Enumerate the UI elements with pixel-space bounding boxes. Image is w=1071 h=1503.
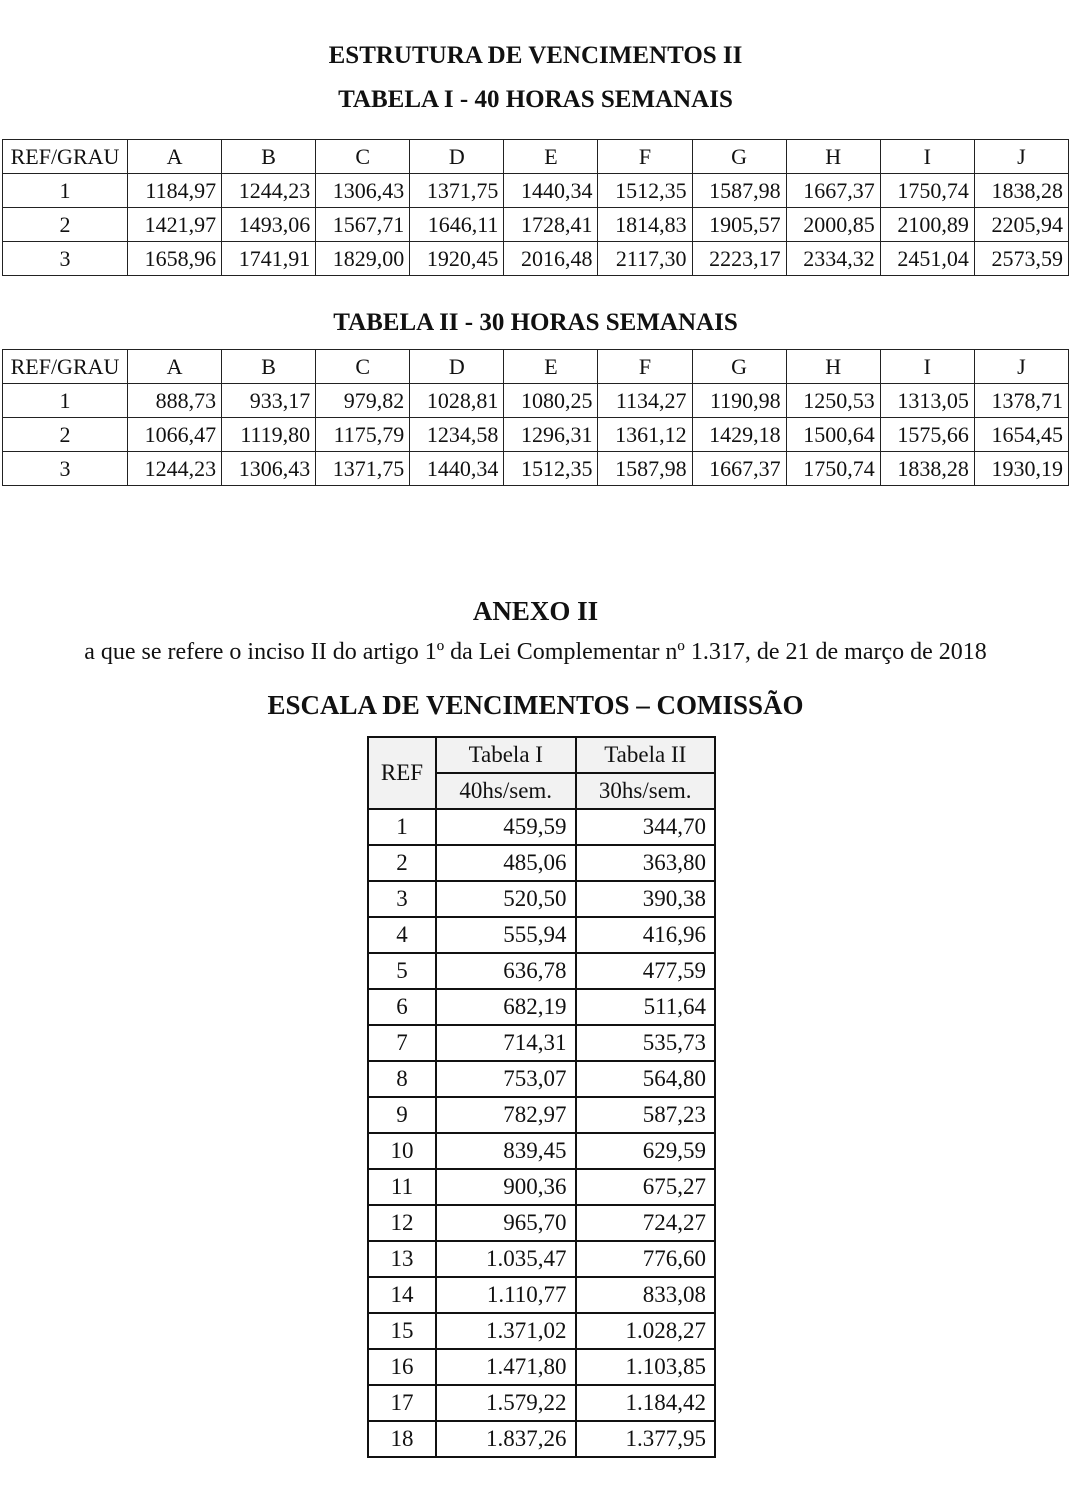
comissao-header — [368, 737, 715, 809]
tabela-2-value: 587,23 — [576, 1097, 716, 1133]
table-row — [368, 1313, 715, 1349]
value-cell: 1575,66 — [880, 418, 974, 452]
value-cell: 1190,98 — [692, 384, 786, 418]
tabela-1-value: 753,07 — [436, 1061, 576, 1097]
comissao-col2-header: Tabela II — [576, 737, 716, 773]
tabela-2-value: 416,96 — [576, 917, 716, 953]
value-cell: 1244,23 — [222, 174, 316, 208]
ref-cell: 10 — [368, 1133, 436, 1169]
estrutura-title: ESTRUTURA DE VENCIMENTOS II — [328, 42, 743, 69]
table-row — [3, 208, 1069, 242]
tabela-1-body — [3, 140, 1069, 276]
header-cell: F — [598, 350, 692, 384]
tabela-1-value: 900,36 — [436, 1169, 576, 1205]
value-cell: 1440,34 — [504, 174, 598, 208]
tabela-1-value: 1.579,22 — [436, 1385, 576, 1421]
tabela-2-value: 833,08 — [576, 1277, 716, 1313]
escala-title: ESCALA DE VENCIMENTOS – COMISSÃO — [267, 690, 804, 720]
value-cell: 1500,64 — [786, 418, 880, 452]
header-cell: G — [692, 350, 786, 384]
value-cell: 2573,59 — [974, 242, 1068, 276]
table-row — [368, 809, 715, 845]
anexo-reference: a que se refere o inciso II do artigo 1º da Lei Complementar nº 1.317, de 21 de março de 2018 — [84, 639, 987, 665]
value-cell: 1750,74 — [880, 174, 974, 208]
tabela-1-value: 1.035,47 — [436, 1241, 576, 1277]
ref-cell: 4 — [368, 917, 436, 953]
value-cell: 1378,71 — [974, 384, 1068, 418]
value-cell: 1371,75 — [410, 174, 504, 208]
header-cell: I — [880, 140, 974, 174]
table-row — [3, 452, 1069, 486]
tabela-1-value: 520,50 — [436, 881, 576, 917]
ref-cell: 2 — [3, 208, 128, 242]
header-cell: A — [128, 140, 222, 174]
table-row — [368, 953, 715, 989]
header-cell: A — [128, 350, 222, 384]
value-cell: 1814,83 — [598, 208, 692, 242]
header-cell: E — [504, 140, 598, 174]
tabela-2-value: 535,73 — [576, 1025, 716, 1061]
table-row — [368, 1061, 715, 1097]
header-cell: I — [880, 350, 974, 384]
comissao-body — [368, 809, 715, 1457]
tabela-2-value: 1.103,85 — [576, 1349, 716, 1385]
ref-cell: 2 — [3, 418, 128, 452]
ref-cell: 7 — [368, 1025, 436, 1061]
ref-cell: 12 — [368, 1205, 436, 1241]
tabela2-header-row — [3, 350, 1069, 384]
tabela-1-value: 965,70 — [436, 1205, 576, 1241]
tabela-2-value: 1.377,95 — [576, 1421, 716, 1457]
value-cell: 2205,94 — [974, 208, 1068, 242]
tabela-1-value: 459,59 — [436, 809, 576, 845]
ref-cell: 6 — [368, 989, 436, 1025]
value-cell: 1429,18 — [692, 418, 786, 452]
table-row — [368, 1277, 715, 1313]
value-cell: 1234,58 — [410, 418, 504, 452]
header-cell: J — [974, 350, 1068, 384]
ref-cell: 3 — [3, 242, 128, 276]
comissao-col2-sub: 30hs/sem. — [576, 773, 716, 809]
header-cell: D — [410, 350, 504, 384]
tabela-2-value: 1.184,42 — [576, 1385, 716, 1421]
value-cell: 1371,75 — [316, 452, 410, 486]
value-cell: 1512,35 — [504, 452, 598, 486]
ref-cell: 3 — [368, 881, 436, 917]
tabela1-header-row — [3, 140, 1069, 174]
tabela-2-value: 675,27 — [576, 1169, 716, 1205]
value-cell: 933,17 — [222, 384, 316, 418]
table-row — [368, 1241, 715, 1277]
tabela-1-title: TABELA I - 40 HORAS SEMANAIS — [338, 86, 733, 113]
ref-cell: 8 — [368, 1061, 436, 1097]
table-row — [3, 384, 1069, 418]
value-cell: 2100,89 — [880, 208, 974, 242]
tabela-1-value: 636,78 — [436, 953, 576, 989]
ref-cell: 9 — [368, 1097, 436, 1133]
ref-cell: 1 — [3, 174, 128, 208]
header-cell: C — [316, 140, 410, 174]
header-cell: REF/GRAU — [3, 140, 128, 174]
value-cell: 1250,53 — [786, 384, 880, 418]
table-row — [368, 881, 715, 917]
table-row — [3, 242, 1069, 276]
tabela-2-title: TABELA II - 30 HORAS SEMANAIS — [333, 309, 738, 336]
table-row — [368, 1385, 715, 1421]
value-cell: 2117,30 — [598, 242, 692, 276]
header-cell: F — [598, 140, 692, 174]
value-cell: 1838,28 — [880, 452, 974, 486]
value-cell: 1313,05 — [880, 384, 974, 418]
header-cell: J — [974, 140, 1068, 174]
value-cell: 1306,43 — [316, 174, 410, 208]
comissao-ref-header: REF — [368, 737, 436, 809]
value-cell: 2334,32 — [786, 242, 880, 276]
tabela-2 — [2, 349, 1069, 486]
tabela-2-body — [3, 350, 1069, 486]
table-row — [3, 174, 1069, 208]
comissao-col1-sub: 40hs/sem. — [436, 773, 576, 809]
ref-cell: 11 — [368, 1169, 436, 1205]
value-cell: 888,73 — [128, 384, 222, 418]
value-cell: 1066,47 — [128, 418, 222, 452]
value-cell: 2016,48 — [504, 242, 598, 276]
value-cell: 1421,97 — [128, 208, 222, 242]
ref-cell: 15 — [368, 1313, 436, 1349]
value-cell: 979,82 — [316, 384, 410, 418]
tabela-1-value: 1.471,80 — [436, 1349, 576, 1385]
comissao-col1-header: Tabela I — [436, 737, 576, 773]
tabela-1-value: 1.837,26 — [436, 1421, 576, 1457]
ref-cell: 1 — [3, 384, 128, 418]
value-cell: 1361,12 — [598, 418, 692, 452]
comissao-header-row — [368, 737, 715, 773]
value-cell: 2223,17 — [692, 242, 786, 276]
tabela-2-value: 511,64 — [576, 989, 716, 1025]
header-cell: D — [410, 140, 504, 174]
value-cell: 1838,28 — [974, 174, 1068, 208]
value-cell: 1646,11 — [410, 208, 504, 242]
value-cell: 1587,98 — [598, 452, 692, 486]
tabela-2-value: 390,38 — [576, 881, 716, 917]
value-cell: 1829,00 — [316, 242, 410, 276]
value-cell: 1080,25 — [504, 384, 598, 418]
header-cell: G — [692, 140, 786, 174]
tabela-2-value: 724,27 — [576, 1205, 716, 1241]
header-cell: B — [222, 140, 316, 174]
value-cell: 1512,35 — [598, 174, 692, 208]
ref-cell: 1 — [368, 809, 436, 845]
tabela-1-value: 485,06 — [436, 845, 576, 881]
value-cell: 1667,37 — [786, 174, 880, 208]
value-cell: 1119,80 — [222, 418, 316, 452]
value-cell: 2000,85 — [786, 208, 880, 242]
value-cell: 1658,96 — [128, 242, 222, 276]
value-cell: 1306,43 — [222, 452, 316, 486]
table-row — [368, 1421, 715, 1457]
ref-cell: 17 — [368, 1385, 436, 1421]
value-cell: 1728,41 — [504, 208, 598, 242]
ref-cell: 5 — [368, 953, 436, 989]
value-cell: 1244,23 — [128, 452, 222, 486]
value-cell: 1587,98 — [692, 174, 786, 208]
ref-cell: 2 — [368, 845, 436, 881]
value-cell: 1184,97 — [128, 174, 222, 208]
anexo-title: ANEXO II — [472, 596, 599, 626]
table-row — [368, 1205, 715, 1241]
comissao-table — [367, 736, 716, 1458]
table-row — [368, 1349, 715, 1385]
ref-cell: 14 — [368, 1277, 436, 1313]
value-cell: 1134,27 — [598, 384, 692, 418]
value-cell: 1028,81 — [410, 384, 504, 418]
ref-cell: 3 — [3, 452, 128, 486]
tabela-1 — [2, 139, 1069, 276]
ref-cell: 13 — [368, 1241, 436, 1277]
header-cell: REF/GRAU — [3, 350, 128, 384]
table-row — [368, 1097, 715, 1133]
ref-cell: 16 — [368, 1349, 436, 1385]
value-cell: 1905,57 — [692, 208, 786, 242]
value-cell: 1741,91 — [222, 242, 316, 276]
value-cell: 1493,06 — [222, 208, 316, 242]
ref-cell: 18 — [368, 1421, 436, 1457]
tabela-1-value: 682,19 — [436, 989, 576, 1025]
tabela-2-value: 776,60 — [576, 1241, 716, 1277]
table-row — [368, 1133, 715, 1169]
value-cell: 1567,71 — [316, 208, 410, 242]
value-cell: 1930,19 — [974, 452, 1068, 486]
value-cell: 1920,45 — [410, 242, 504, 276]
tabela-1-value: 782,97 — [436, 1097, 576, 1133]
tabela-1-value: 1.371,02 — [436, 1313, 576, 1349]
tabela-2-value: 363,80 — [576, 845, 716, 881]
value-cell: 1654,45 — [974, 418, 1068, 452]
tabela-2-value: 629,59 — [576, 1133, 716, 1169]
header-cell: C — [316, 350, 410, 384]
table-row — [368, 989, 715, 1025]
tabela-2-value: 1.028,27 — [576, 1313, 716, 1349]
header-cell: B — [222, 350, 316, 384]
header-cell: H — [786, 140, 880, 174]
value-cell: 2451,04 — [880, 242, 974, 276]
value-cell: 1667,37 — [692, 452, 786, 486]
table-row — [368, 1169, 715, 1205]
header-cell: H — [786, 350, 880, 384]
tabela-1-value: 714,31 — [436, 1025, 576, 1061]
table-row — [368, 917, 715, 953]
value-cell: 1175,79 — [316, 418, 410, 452]
value-cell: 1296,31 — [504, 418, 598, 452]
header-cell: E — [504, 350, 598, 384]
value-cell: 1750,74 — [786, 452, 880, 486]
value-cell: 1440,34 — [410, 452, 504, 486]
tabela-1-value: 555,94 — [436, 917, 576, 953]
tabela-2-value: 477,59 — [576, 953, 716, 989]
tabela-2-value: 344,70 — [576, 809, 716, 845]
table-row — [368, 1025, 715, 1061]
tabela-1-value: 839,45 — [436, 1133, 576, 1169]
tabela-2-value: 564,80 — [576, 1061, 716, 1097]
table-row — [3, 418, 1069, 452]
table-row — [368, 845, 715, 881]
tabela-1-value: 1.110,77 — [436, 1277, 576, 1313]
